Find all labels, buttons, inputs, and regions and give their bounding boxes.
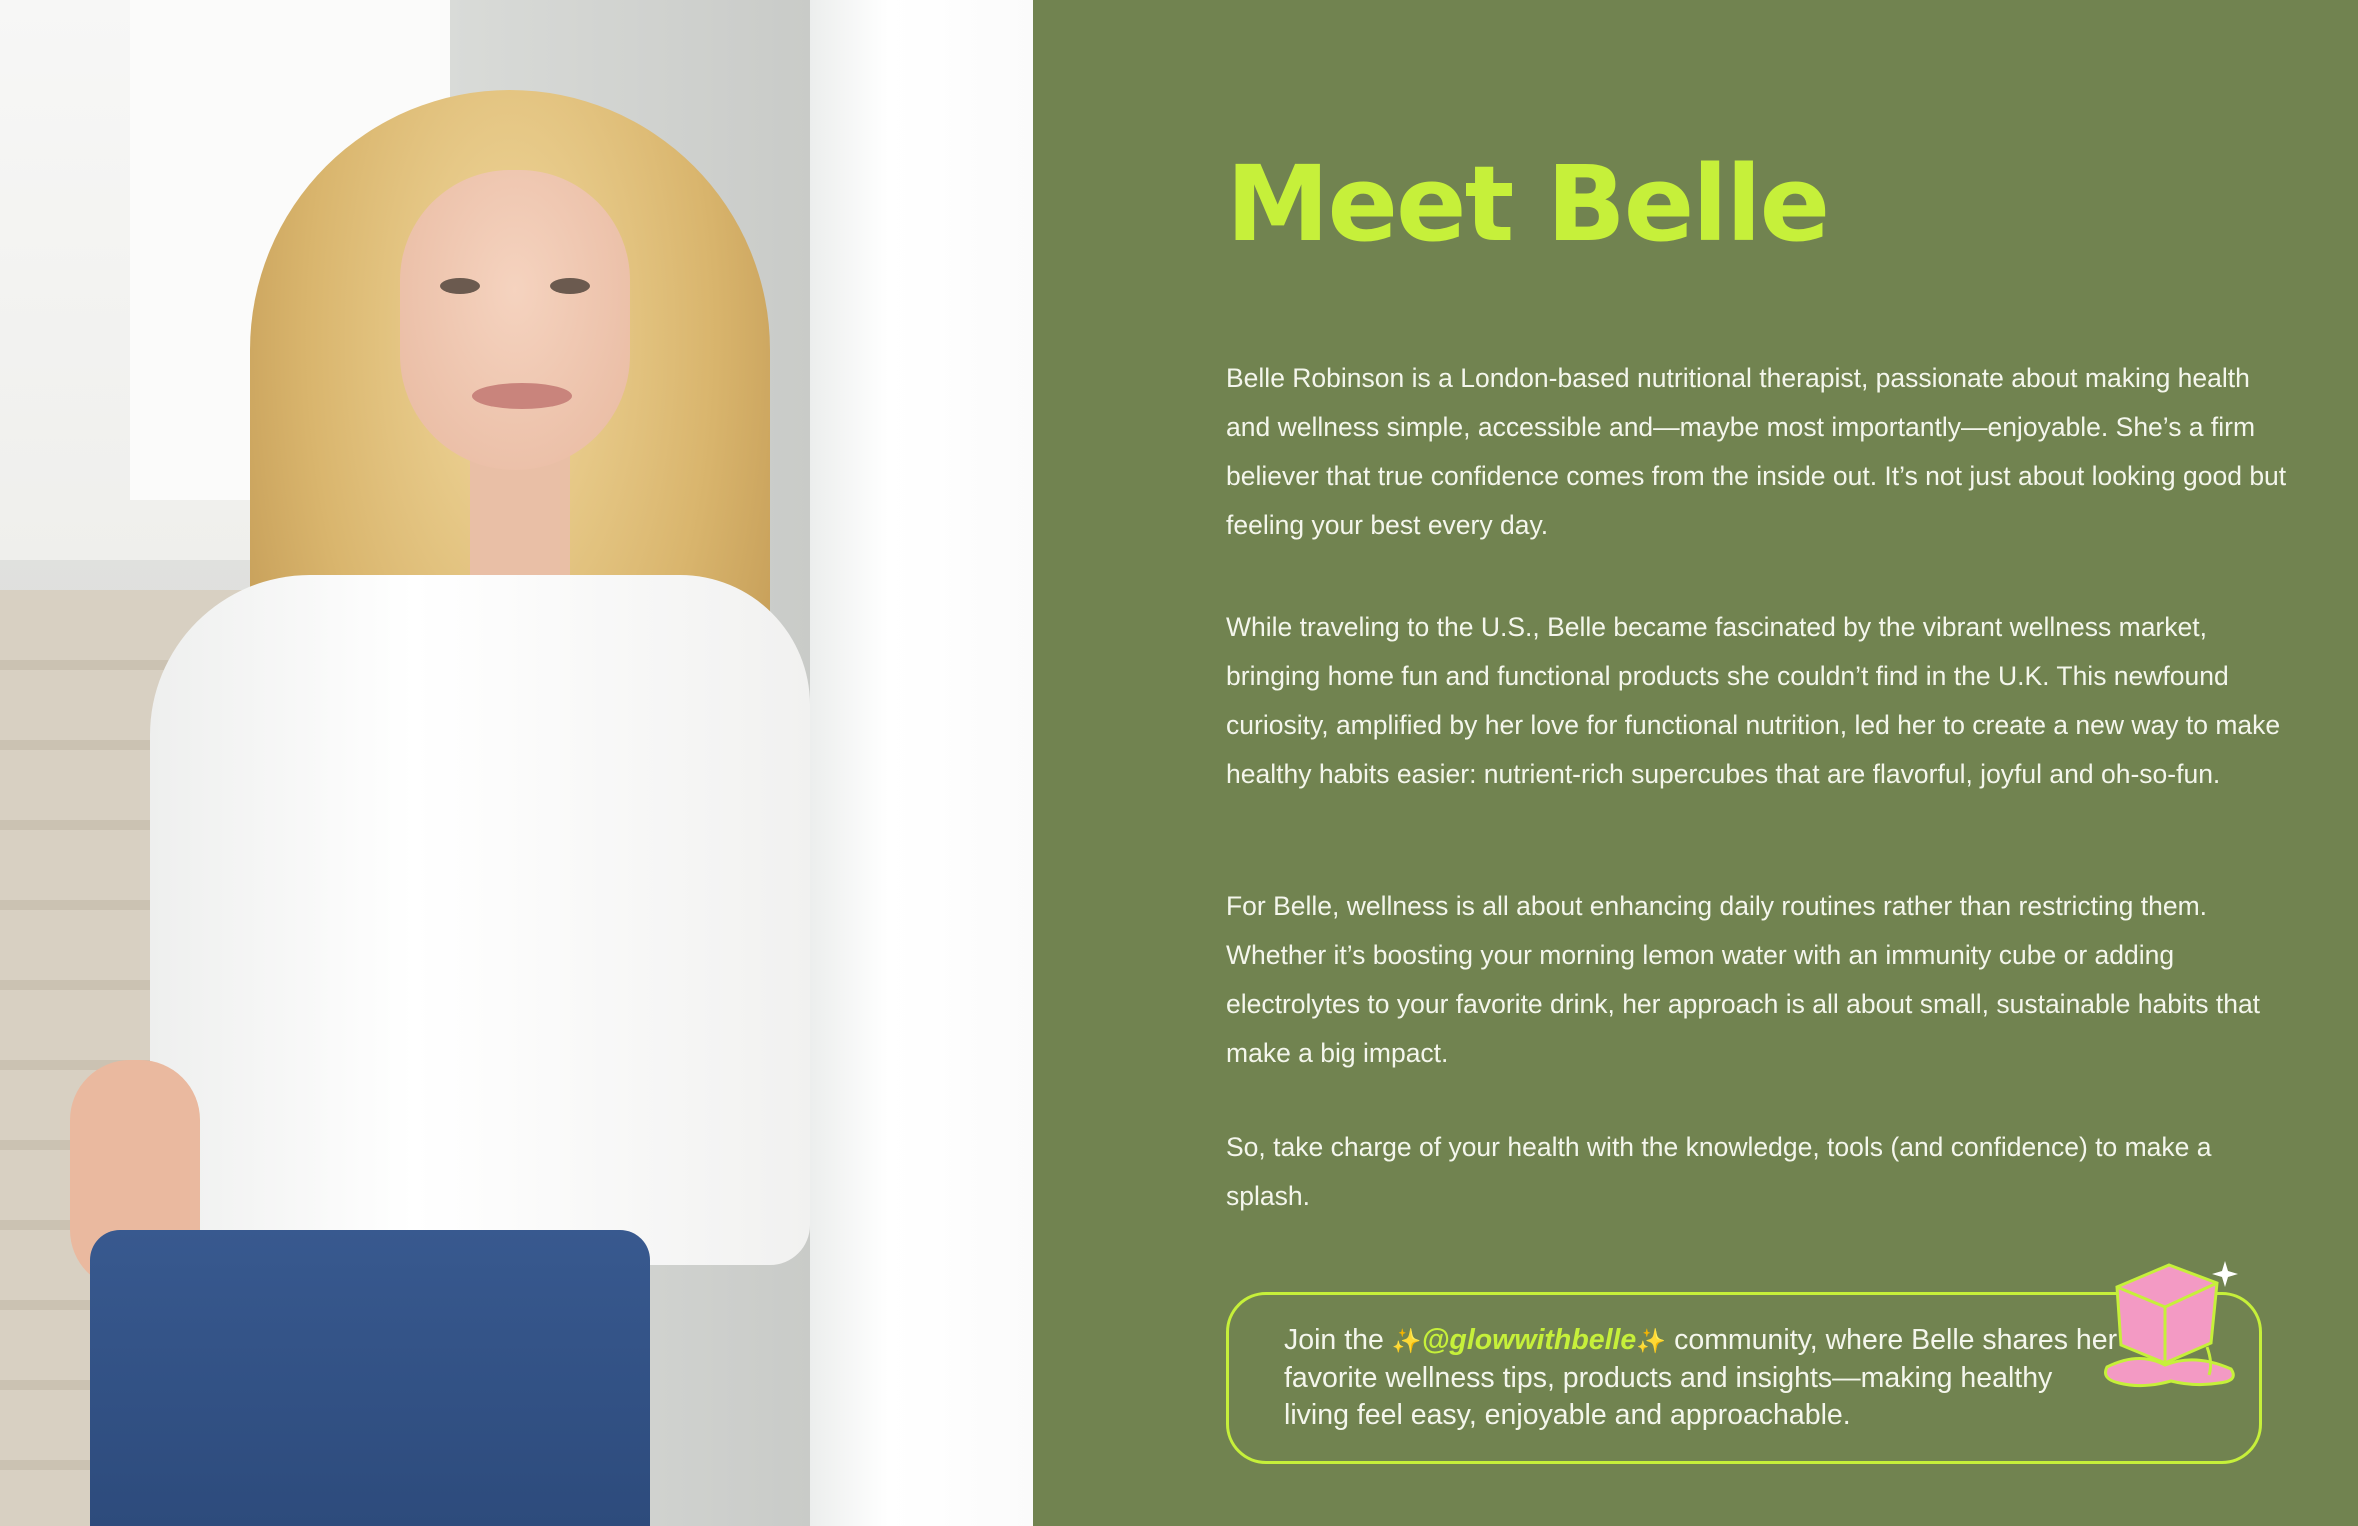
bio-paragraph-4: So, take charge of your health with the knowledge, tools (and confidence) to make a splash. [1226, 1132, 2212, 1211]
photo-pillar [810, 0, 1033, 1526]
bio-paragraph-2: While traveling to the U.S., Belle became fascinated by the vibrant wellness market, bringing home fun and functional products she couldn’t find in the U.K. This newfound curiosity, amplified by her love for functional nutrition, led her to create a new way to make healthy habits easier: nutrient-rich supercubes that are flavorful, joyful and oh-so-fun. [1226, 612, 2281, 789]
bio-paragraph-1: Belle Robinson is a London-based nutritional therapist, passionate about making health and wellness simple, accessible and—maybe most importantly—enjoyable. She’s a firm believer that true confidence comes from the inside out. It’s not just about looking good but feeling your best every day. [1226, 363, 2287, 540]
photo-lips [472, 383, 572, 409]
portrait-photo [0, 0, 1033, 1526]
photo-shirt [150, 575, 810, 1265]
photo-jeans [90, 1230, 650, 1526]
sparkle-icon: ✨ [1636, 1328, 1667, 1355]
sparkle-icon: ✨ [1391, 1328, 1422, 1355]
callout-prefix: Join the [1284, 1324, 1392, 1356]
community-callout [1226, 1292, 2262, 1464]
melting-cube-icon [2099, 1255, 2249, 1405]
page-title: Meet Belle [1226, 143, 1829, 265]
photo-eye-right [550, 278, 590, 294]
callout-text [1284, 1322, 2124, 1434]
photo-eye-left [440, 278, 480, 294]
photo-face [400, 170, 630, 470]
bio-panel [1033, 0, 2358, 1526]
bio-paragraph-3: For Belle, wellness is all about enhancing daily routines rather than restricting them. Whether it’s boosting your morning lemon water with an immunity cube or adding electrolytes to your favorite drink, her approach is all about small, sustainable habits that make a big impact. [1226, 891, 2261, 1068]
instagram-handle-link[interactable]: @glowwithbelle [1421, 1324, 1637, 1356]
callout-suffix: community, where Belle shares her favorite wellness tips, products and insights—making healthy living feel easy, enjoyable and approachable. [1284, 1324, 2118, 1431]
